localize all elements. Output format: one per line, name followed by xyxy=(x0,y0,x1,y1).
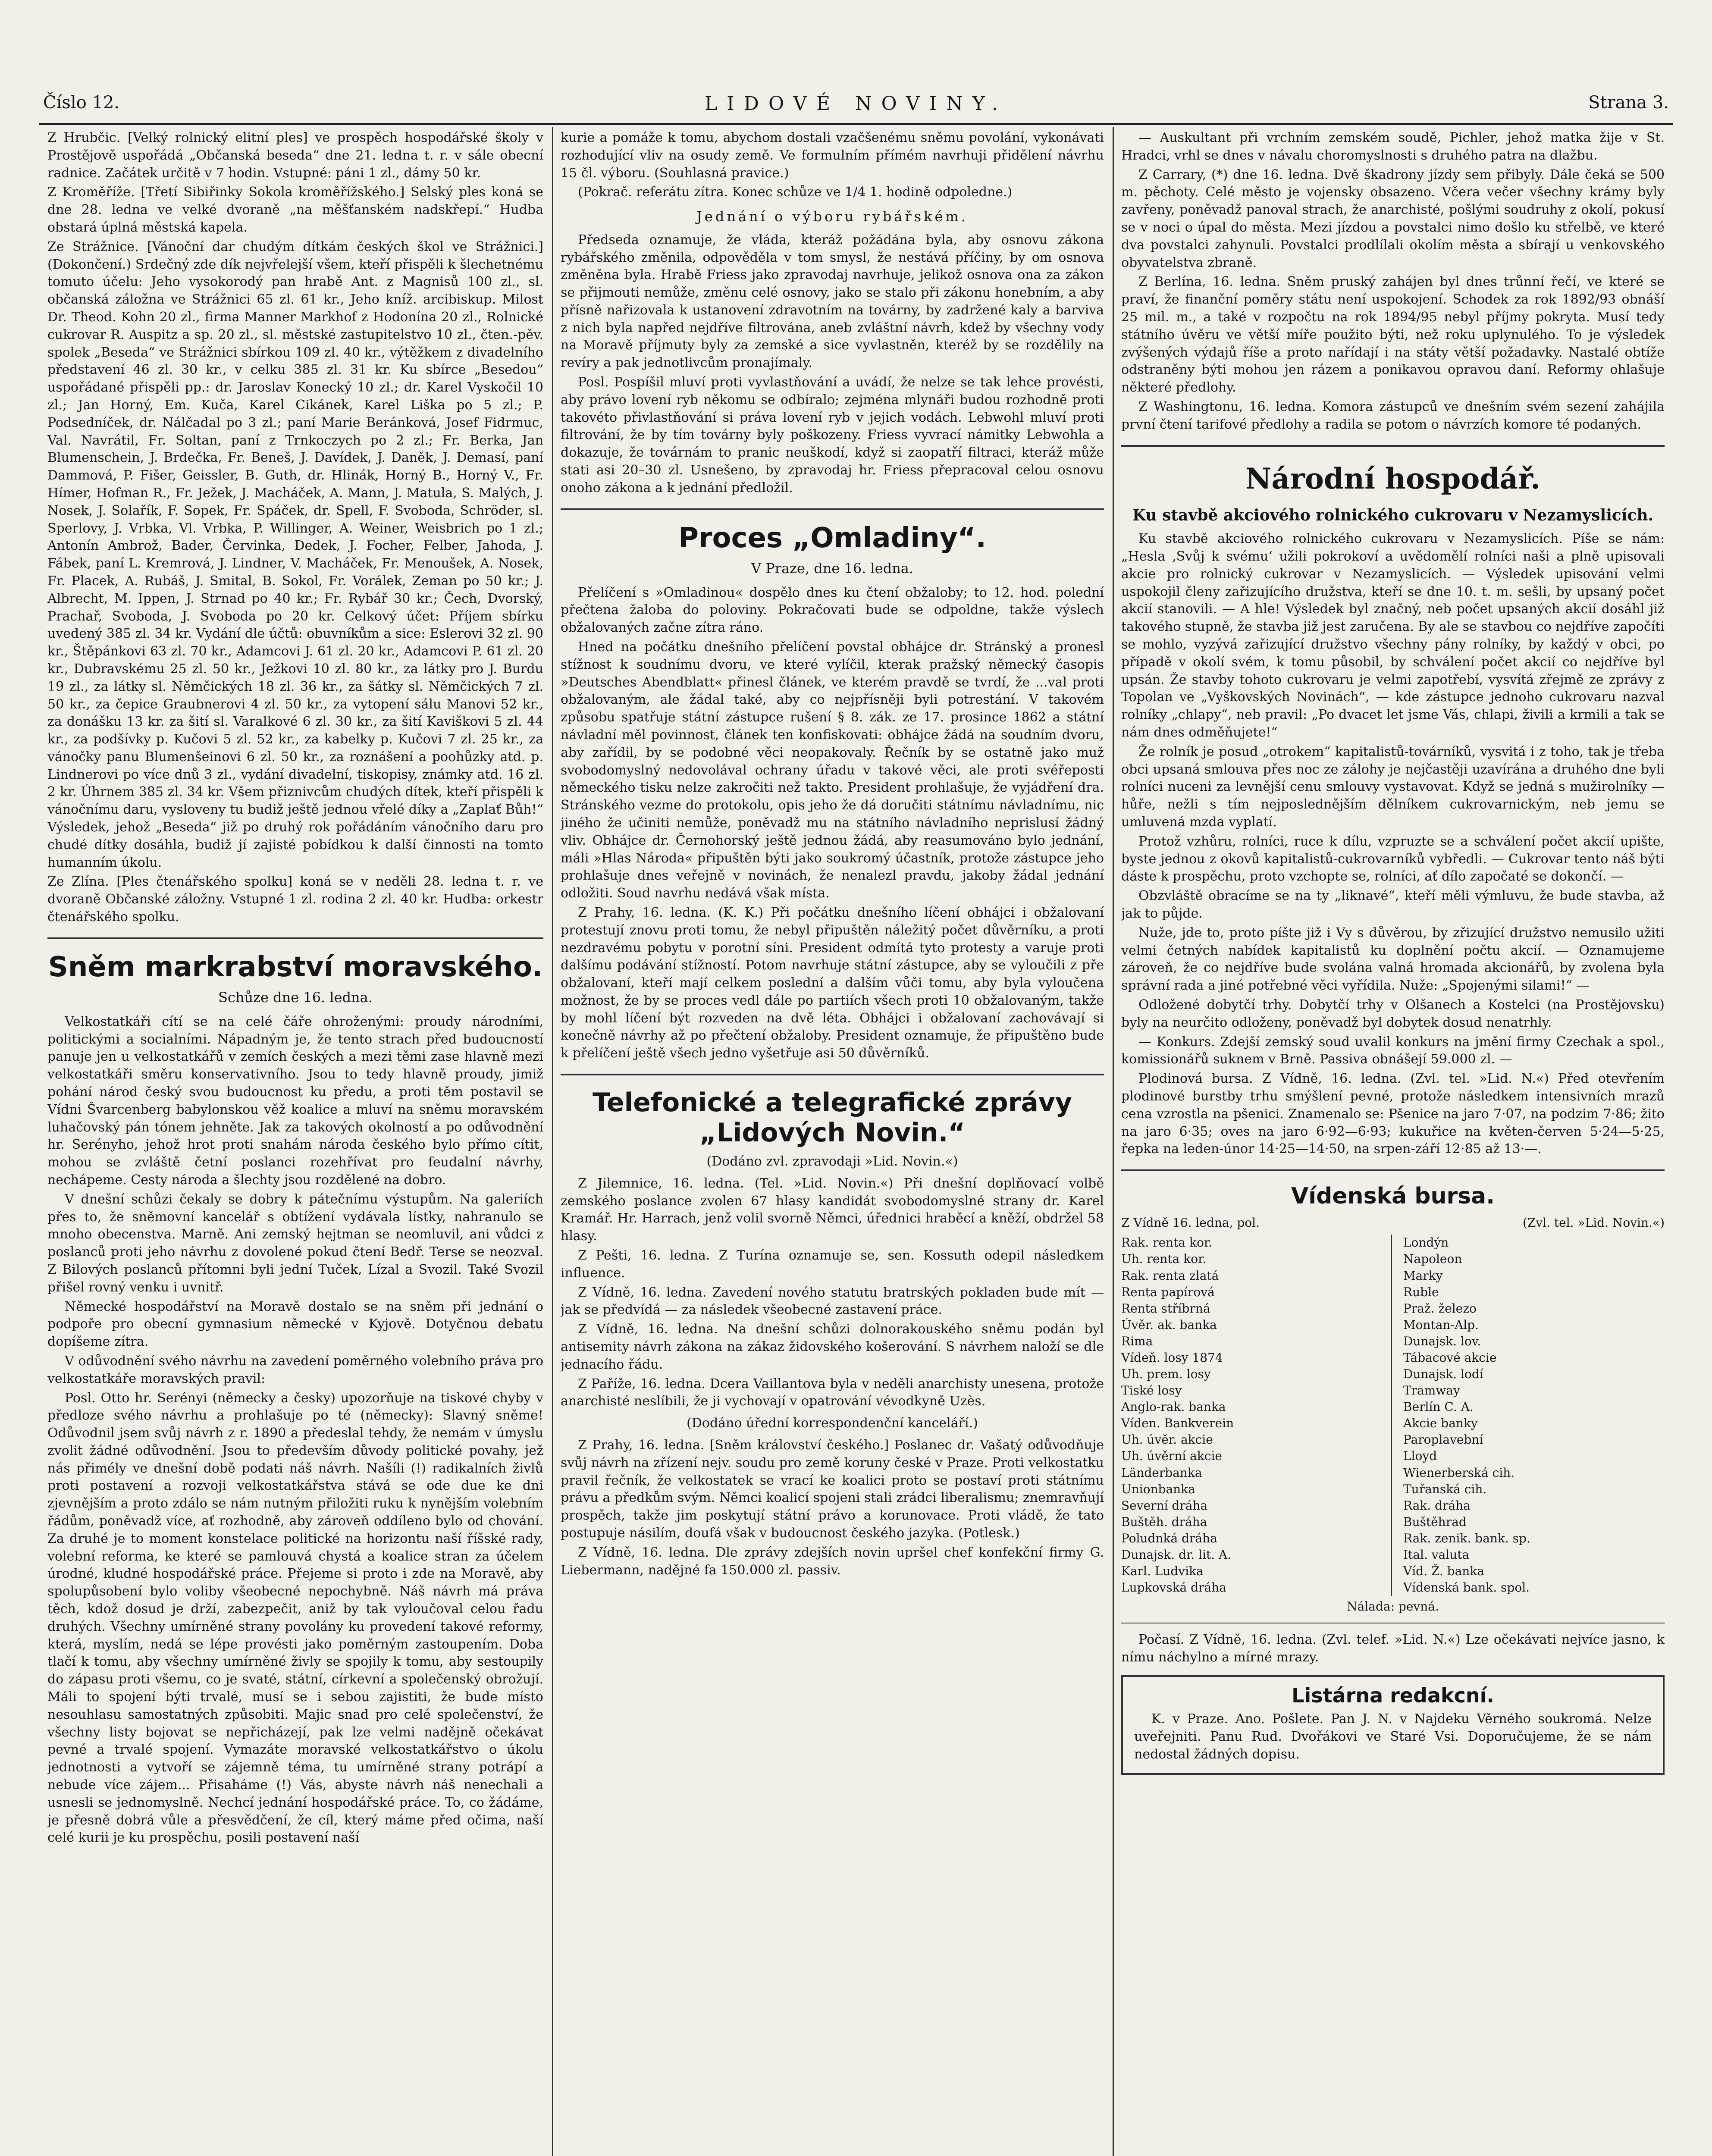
article-snem-note: (Pokrač. referátu zítra. Konec schůze ve 1/4 1. hodině odpoledne.) xyxy=(578,185,1013,200)
newspaper-title: LIDOVÉ NOVINY. xyxy=(705,93,1007,115)
bursa-row: Unionbanka xyxy=(1121,1482,1195,1496)
bursa-header xyxy=(1121,1215,1665,1231)
listarna-title: Listárna redakcní. xyxy=(1292,1683,1494,1707)
section-title-telegrams-2: „Lidových Novin.“ xyxy=(699,1118,965,1148)
listarna-text: K. v Praze. Ano. Pošlete. Pan J. N. v Najdeku Věrného soukromá. Nelze uveřejniti. Panu Rud. Dvořákovi ve Staré Vsi. Doporučujeme, že se nám nedostal žádných dopisu. xyxy=(1134,1711,1652,1762)
bursa-row: Lloyd xyxy=(1403,1449,1437,1463)
section-title-snem: Sněm markrabství moravského. xyxy=(48,951,543,983)
bursa-row: Tiské losy xyxy=(1121,1383,1182,1398)
listarna-box xyxy=(1121,1675,1665,1775)
bursa-row: Dunajsk. lodí xyxy=(1403,1367,1483,1382)
article-snem-paragraph: Německé hospodářství na Moravě dostalo se na sněm při jednání o podpoře pro obecní gymnasium německé v Kyjově. Dotyčnou debatu dopíšeme zítra. xyxy=(47,1299,543,1350)
bursa-row: Tramway xyxy=(1403,1383,1460,1398)
hospodar-heading: Ku stavbě akciového rolnického cukrovaru v Nezamyslicích. xyxy=(1132,506,1654,525)
article-snem-continuation: kurie a pomáže k tomu, abychom dostali vzačšenému sněmu povolání, vykonávati rozhodující vliv na osudy země. Ve formulním přímém navrhuji přidělení návrhu 15 čl. výboru. (Souhlasná pravice.) xyxy=(561,130,1104,181)
bursa-row: Londýn xyxy=(1403,1235,1449,1250)
hospodar-paragraph: Plodinová bursa. Z Vídně, 16. ledna. (Zvl. tel. »Lid. N.«) Před otevřením plodinové burstby trhu smýšlení pevné, protože následkem intensivních mrazů cena vzrostla na pšenici. Znamenalo se: Pšenice na jaro 7·07, na podzim 7·86; žito na jaro 6·35; oves na jaro 6·92—6·93; kukuřice na květen-červen 5·24—5·25, řepka na leden-únor 14·25—14·50, na srpen-září 12·85 až 13·—. xyxy=(1121,1071,1665,1157)
bursa-row: Uh. prem. losy xyxy=(1121,1367,1211,1382)
bursa-row: Rak. dráha xyxy=(1403,1498,1471,1513)
bursa-row: Napoleon xyxy=(1403,1252,1462,1266)
article-berlin: Z Berlína, 16. ledna. Sněm pruský zahájen byl dnes trůnní řečí, ve které se praví, že finanční poměry státu není uspokojení. Schodek za rok 1892/93 obnáší 25 mil. m., a také v rozpočtu na rok 1894/95 nebyl příjmy pokryta. Musí tedy státního úvěru ve větší míře použito býti, než roku uplynulého. To je výsledek zvýšených výdajů říše a proto nařídají i na státy větší požadavky. Nastalé obtíže odstraněny býti mohou jen rázem a ponikavou opravou daní. Reformy ohlašuje některé předlohy. xyxy=(1121,274,1665,395)
bursa-row: Länderbanka xyxy=(1121,1465,1202,1480)
hospodar-paragraph: Protož vzhůru, rolníci, ruce k dílu, vzpruzte se a schválení počet akcií upište, byste jednou z okovů kapitalistů-cukrovarníků vybředli. — Cukrovar tento náš býti dáste k prospěchu, proto vzchopte se, rolníci, ať dílo započaté se dokončí. — xyxy=(1121,834,1665,884)
bursa-mood: Nálada: pevná. xyxy=(1347,1599,1439,1614)
telegram-item: Z Prahy, 16. ledna. [Sněm království českého.] Poslanec dr. Vašatý odůvodňuje svůj návrh na zřízení nejv. soudu pro země koruny české v Praze. Proti velkostatku pravil řečník, že velkostatek se vrací ke koalici proto se postaví proti státnímu právu a předkům svým. Němci koalicí spojeni stali zrádci liberalismu; znemravňují prospěch, takže jim poskytují státní právo a korunovace. Proti vládě, že tato postupuje násilím, doufá však v budoucnost českého jazyka. (Potlesk.) xyxy=(561,1438,1104,1541)
article-straznice: Ze Strážnice. [Vánoční dar chudým dítkám českých škol ve Strážnici.] (Dokončení.) Srdečný zde dík nejvřelejší všem, kteří přispěli k šlechetnému tomuto účelu: Jeho vysokorodý pan hrabě Ant. z Magnisů 100 zl., sl. občanská záložna ve Strážnici 65 zl. 61 kr., Jeho kníž. arcibiskup. Milost Dr. Theod. Kohn 20 zl., firma Manner Markhof z Hodonína 20 zl., Rolnické cukrovar R. Auspitz a sp. 20 zl., sl. městské zastupitelstvo 10 zl., čten.-pěv. spolek „Beseda“ ve Strážnici sbírkou 109 zl. 40 kr., výtěžkem z divadelního představení 46 zl. 30 kr., v celku 385 zl. 31 kr. Ku sbírce „Besedou“ uspořádané přispěli pp.: dr. Jaroslav Konecký 10 zl.; dr. Karel Vyskočil 10 zl.; Jan Horný, Em. Kuča, Karel Cikánek, Karel Liška po 5 zl.; P. Podsedníček, dr. Nálčadal po 3 zl.; paní Marie Beránková, Josef Fidrmuc, Val. Navrátil, Fr. Soltan, paní z Trnkoczych po 2 zl.; Fr. Berka, Jan Blumenschein, J. Brdečka, Fr. Beneš, J. Davídek, J. Daněk, J. Demasí, paní Dammová, P. Fišer, Geissler, B. Guth, dr. Hlinák, Horný B., Horný V., Fr. Hímer, Hofman R., Fr. Ježek, J. Macháček, A. Mann, J. Matula, S. Malých, J. Nosek, J. Solařík, F. Sopek, Fr. Spáček, dr. Spell, F. Svoboda, Schröder, sl. Sperlovy, J. Vrbka, Vl. Vrbka, P. Willinger, A. Weiner, Weisbrich po 1 zl.; Antonín Ambrož, Bader, Červinka, Dedek, J. Focher, Felber, Jahoda, J. Fábek, paní L. Kremrová, J. Lindner, V. Macháček, Fr. Menoušek, A. Nosek, Fr. Placek, A. Rubáš, J. Smital, B. Sokol, Fr. Vorálek, Zeman po 50 kr.; J. Albrecht, M. Ippen, J. Strnad po 40 kr.; Fr. Rybář 30 kr.; Čech, Dvorský, Prachař, Svoboda, J. Svoboda po 20 kr. Celkový účet: Příjem sbírku uvedený 385 zl. 34 kr. Vydání dle účtů: obuvníkům a sice: Eslerovi 32 zl. 90 kr., Štěpánkovi 63 zl. 70 kr., Adamcovi J. 61 zl. 20 kr., Adamcovi P. 61 zl. 20 kr., Dubravskému 25 zl. 50 kr., Ježkovi 10 zl. 80 kr., za látky pro J. Burdu 19 zl., za látky sl. Němčických 18 zl. 36 kr., za šátky sl. Němčických 7 zl. 50 kr., za čepice Graubnerovi 4 zl. 50 kr., za vytopení sálu Manovi 52 kr., za donášku 13 kr. za šití sl. Varalkové 6 zl. 30 kr., za šití Kaviškovi 5 zl. 44 kr., za podšívky p. Kučovi 5 zl. 52 kr., za kabelky p. Kučovi 7 zl. 25 kr., za vánočky panu Blumenšeinovi 6 zl. 50 kr., za roznášení a poohůzky atd. p. Lindnerovi po více dnů 3 zl., vydání divadelní, tiskopisy, známky atd. 16 zl. 2 kr. Úhrnem 385 zl. 34 kr. Všem přiznivcům chudých dítek, kteří přispěli k vánočnímu daru, vysloveny tu budiž ještě jednou vřelé díky a „Zaplať Bůh!“ Výsledek, jehož „Beseda“ již po druhý rok pořádáním vánočního daru pro chudé dítky dosáhla, budiž jí zajisté pobídkou k další činnosti na tomto humanním úkolu. xyxy=(47,239,543,870)
telegram-item: Z Vídně, 16. ledna. Dle zprávy zdejších novin upršel chef konfekční firmy G. Liebermann, nadějné fa 150.000 zl. passiv. xyxy=(561,1545,1104,1578)
divider xyxy=(1121,1169,1665,1171)
bursa-row: Buštěhrad xyxy=(1403,1514,1467,1529)
hospodar-paragraph: — Konkurs. Zdejší zemský soud uvalil konkurs na jmění firmy Czechak a spol., komissionářů suknem v Brně. Passiva obnášejí 59.000 zl. — xyxy=(1121,1034,1665,1067)
divider xyxy=(1121,445,1665,447)
article-pichler: — Auskultant při vrchním zemském soudě, Pichler, jehož matka žije v St. Hradci, vrhl se dnes v návalu choromyslnosti s druhého patra na dlažbu. xyxy=(1121,130,1665,163)
bursa-row: Berlín C. A. xyxy=(1403,1400,1474,1414)
bursa-row: Akcie banky xyxy=(1403,1416,1478,1431)
subsection-title-rybar: Jednání o výboru rybářském. xyxy=(696,208,968,225)
article-snem-paragraph: V odůvodnění svého návrhu na zavedení poměrného volebního práva pro velkostatkáře moravských pravil: xyxy=(47,1353,543,1386)
bursa-header-left: Z Vídně 16. ledna, pol. xyxy=(1121,1216,1260,1230)
article-omladina-paragraph: Z Prahy, 16. ledna. (K. K.) Při počátku dnešního líčení obhájci i obžalovaní protestují znovu proti tomu, že nebyl připuštěn náležitý počet důvěrníku, a proti nezdravému pobytu v porotní síni. President odmítá tyto protesty a varuje proti dalšímu podávání stížností. Potom navrhuje státní zástupce, aby se vyloučili z pře obžalovaní, kteří mají celkem poslední a dalším vůči tomu, aby byla vyloučena možnost, že by se proces vedl dále po partiích všech proti 10 obžalovaným, takže by mohl líčení být rozveden na dvě léta. Obhájci i obžalovaní zachovávají si konečně návrhy až po přečtení obžaloby. President oznamuje, že připuštěno bude k přelíčení ještě všech jedno vyšetřuje asi 50 důvěrníků. xyxy=(561,905,1104,1061)
column-2 xyxy=(561,129,1104,2156)
bursa-row: Rak. renta kor. xyxy=(1121,1235,1213,1250)
article-omladina-paragraph: Hned na počátku dnešního přelíčení povstal obhájce dr. Stránský a pronesl stížnost k soudnímu dvoru, ve které vylíčil, kterak pražský německý časopis »Deutsches Abendblatt« přinesl článek, ve kterém pravdě se tvrdí, že ...val proti obžalovaným, ale žádal také, aby co nejpřísněji byli potrestání. V takovém způsobu spatřuje státní zástupce rušení § 8. zák. ze 17. prosince 1862 a státní návladní měl povinnost, článek ten konfiskovati: obhájce žádá na soudním dvoru, aby zařídil, by se podobné věci neopakovaly. Řečník by se ostatně jako muž svobodomyslný nedovolával ochrany úřadu v takové věci, ale proti svéřeposti německého tisku nelze zakročiti než takto. President prohlašuje, že vyjádření dra. Stránského vezme do protokolu, opis jeho že dá doručiti státnímu návladnímu, nic jiného že učiniti nemůže, poněvadž mu na státního návladního neprislusí žádný vliv. Obhájce dr. Černohorský ještě jednou žádá, aby reasumováno bylo jednání, máli »Hlas Národa« připuštěn býti jako soukromý účastník, protože zástupce jeho prohlašuje dnes veřejně v novinách, že nenalezl pravdu, jakoby žádal jednání odložiti. Soud navrhu nedává však místa. xyxy=(561,639,1104,901)
article-rybar-paragraph: Posl. Pospíšil mluví proti vyvlastňování a uvádí, že nelze se tak lehce provésti, aby právo lovení ryb někomu se odbíralo; zejména mlynáři budou rozhodně proti takovéto přivlastňování si práva lovení ryb v jejich vodách. Lebwohl mluví proti filtrování, že by tím továrny byly poškozeny. Friess vyvrací námitky Lebwohla a dokazuje, že továrnám to pranic neuškodí, když si zaopatří filtraci, kteráž může stati asi 20–30 zl. Usnešeno, by zpravodaj hr. Friess přepracoval celou osnovu onoho zákona a k jednání předložil. xyxy=(561,375,1104,495)
bursa-row: Ruble xyxy=(1403,1285,1439,1299)
column-divider-1 xyxy=(552,127,553,2156)
bursa-table xyxy=(1121,1215,1665,1615)
bursa-row: Anglo-rak. banka xyxy=(1121,1400,1226,1414)
hospodar-paragraph: Že rolník je posud „otrokem“ kapitalistů-továrníků, vysvitá i z toho, tak je třeba obci upsaná smlouva přes noc ze zálohy je nejčastěji uzavírána a druhého dne byli rolníci nuceni za levnější cenu smlouvy vystavovat. Když se jedná s mužirolníky — hůře, nežli s tím nejposlednějším dělníkem cukrovarnickým, neb jemu se umluvená mzda vyplatí. xyxy=(1121,744,1665,830)
bursa-row: Paroplavební xyxy=(1403,1432,1483,1447)
telegram-item: Z Vídně, 16. ledna. Na dnešní schůzi dolnorakouského sněmu podán byl antisemity návrh zákona na zákaz židovského košerování. S návrhem naloží se dle jednacího řádu. xyxy=(561,1322,1104,1372)
bursa-row: Wienerberská cih. xyxy=(1403,1465,1515,1480)
article-rybar-paragraph: Předseda oznamuje, že vláda, kteráž požádána byla, aby osnovu zákona rybářského změnila, odpověděla v tom smysl, že nestává příčiny, by om osnova změněna byla. Hrabě Friess jako zpravodaj navrhuje, jelikož osnova ona za zákon se přijmouti nemůže, změnu celé osnovy, jako se stalo při zákonu honebním, a aby přísně nařizovala k ustanovení zdravotním na továrny, by zadržené kaly a barviva z nich byla napřed nejdříve filtrována, aneb zvláštní návrh, kdež by všechny vody na Moravě příjmuty byly za zemské a sice vyvlastněn, kteréž by se rozdělily na revíry a pak jednotlivcům pronajímaly. xyxy=(561,232,1104,371)
bursa-row: Renta stříbrná xyxy=(1121,1301,1210,1316)
hospodar-paragraph: Obzvláště obracíme se na ty „liknavé“, kteří měli výmluvu, že bude stavba, až jak to půjde. xyxy=(1121,888,1665,921)
bursa-row: Praž. železo xyxy=(1403,1301,1477,1316)
bursa-row: Uh. úvěrní akcie xyxy=(1121,1449,1222,1463)
telegram-item: Z Jilemnice, 16. ledna. (Tel. »Lid. Novin.«) Při dnešní doplňovací volbě zemského poslance zvolen 67 hlasy kandidát svobodomyslné strany dr. Karel Kramář. Hr. Harrach, jenž volil svorně Němci, úřednici hraběcí a kněží, obdržel 58 hlasy. xyxy=(561,1175,1104,1244)
bursa-row: Víd. Ž. banka xyxy=(1403,1564,1484,1578)
masthead-rule xyxy=(39,123,1673,125)
bursa-row: Rak. renta zlatá xyxy=(1121,1268,1219,1283)
dateline-omladina: V Praze, dne 16. ledna. xyxy=(751,560,914,577)
bursa-row: Severní dráha xyxy=(1121,1498,1208,1513)
bursa-row: Tábacové akcie xyxy=(1403,1350,1497,1365)
bursa-row: Marky xyxy=(1403,1268,1443,1283)
bursa-row: Víden. Bankverein xyxy=(1121,1416,1234,1431)
section-title-bursa: Vídenská bursa. xyxy=(1291,1183,1495,1210)
bursa-left-column xyxy=(1121,1235,1392,1596)
article-snem-paragraph: V dnešní schůzi čekaly se dobry k pátečnímu výstupům. Na galeriích přes to, že sněmovní kancelář s obtížení vydávala lístky, nahranulo se mnoho obecenstva. Marně. Ani zemský hejtman se neomluvil, ani vůdci z poslanců proti jeho návrhu z dovolené pokud čtení Bedř. Terse se neozval. Z Bilových poslanců přítomni byli jední Tuček, Lízal a Svozil. Také Svozil přišel rovný venku i uvnitř. xyxy=(47,1191,543,1295)
article-snem-paragraph: Posl. Otto hr. Serényi (německy a česky) upozorňuje na tiskové chyby v předloze svého návrhu a prohlašuje po té (německy): Slavný sněme! Odůvodnil jsem svůj návrh z r. 1890 a předeslal tehdy, že nemám v úmyslu zvolit žádné odůvodnění. Jsou to především důvody politické povahy, jež nás přimély ve dnešní době podati náš návrh. Našíli (!) radikalních živlů proti postavení a rozvoji velkostatkářstva stává se ode due ke dni zjevnějším a proto zdálo se nám nutným přiložiti ruku k nynějším volebním řádům, poněvadž více, ať rozhodně, aby zároveň oddíleno bylo od chování. Za druhé je to moment konstelace politické na horizontu naší říšské rady, volební reforma, ke které se pamlouvá chystá a koalice stran za účelem úrodné, kludné hospodářské práce. Přejeme si proto i zde na Moravě, aby spolupůsobení bylo voliby všeobecné nepochybně. Náš návrh má práva těch, kdož dosud je drží, zabezpečit, aniž by tak vyloučoval celou řadu druhých. Všechny umírněné strany povolány ku provedení takové reformy, která, myslím, nedá se lépe provésti jako poměrným zastoupením. Doba tlačí k tomu, aby všechny umírněné živly se spojily k tomu, aby sestoupily do zápasu proti všemu, co je svaté, státní, církevní a společenský obrožují. Máli to spojení býti trvalé, musí se i sebou zajistiti, že bude místo nesouhlasu samostatných způsobiti. Majic snad pro celé společenství, že všechny listy bojovat se nepřicházejí, pak lze velmi nadějně očekávat pevné a trvalé spojení. Vymazáte moravské velkostatkářstvo o úkolu jednotnosti a vytvoří se zájemně téma, tu umírněné strany potrápí a nebude více zájem... Přisaháme (!) Vás, abyste návrh náš nenechali a usnesli se jednomyslně. Nechcí jednání hospodářské práce. To, co žádáme, je přesně dobrá vůle a přesvědčení, že cíl, který máme před očima, naší celé kurii je ku prospěchu, posili postavení naší xyxy=(47,1390,543,1846)
column-1 xyxy=(47,129,543,2156)
article-carrara: Z Carrary, (*) dne 16. ledna. Dvě škadrony jízdy sem přibyly. Dále čeká se 500 m. pěchoty. Celé město je vojensky obsazeno. Včera večer všechny krámy byly zavřeny, poněvadž panoval strach, že anarchisté, pošlými soudruhy z okolí, pokusí se v noci o úpal do města. Mezi jízdou a povstalci nimo došlo ku střelbě, ve které dva povstalci zahynuli. Povstalci prodlílali okolím města a sbírají u venkovského obyvatelstva zbraně. xyxy=(1121,167,1665,270)
column-3 xyxy=(1121,129,1665,2156)
hospodar-paragraph: Ku stavbě akciového rolnického cukrovaru v Nezamyslicích. Píše se nám: „Hesla ‚Svůj k svému‘ užili pokrokoví a uvědomělí rolníci naši a plně upisovali akcie pro rolnický cukrovar v Nezamyslicích. — Výsledek upisování velmi uspokojil členy zařizujícího družstva, kteří se dne 10. t. m. sešli, by upsaný počet akcií stanovili. — A hle! Výsledek byl značný, neb počet upsaných akcií dosáhl již takového stupně, že stavba již jest zaručena. By ale se stavbou co nejdříve započíti se mohlo, vyzývá zařizující družstvo všechny pány rolníky, by každý v obci, po případě v okolí svém, k tomu působil, by schválení počet akcií co nejdříve byl upsán. Že stavby tohoto cukrovaru je velmi zapotřebí, vysvítá zřejmě ze zprávy z Topolan ve „Vyškovských Novinách“, — kde zástupce jednoho cukrovaru nazval rolníky „chlapy“, neb pravil: „Po dvacet let jsme Vás, chlapi, živili a krmili a tak se nám dnes odměňujete!“ xyxy=(1121,531,1665,740)
bursa-row: Uh. renta kor. xyxy=(1121,1252,1207,1266)
weather-report: Počasí. Z Vídně, 16. ledna. (Zvl. telef. »Lid. N.«) Lze očekávati nejvíce jasno, k nímu náchylno a mírné mrazy. xyxy=(1121,1632,1665,1665)
telegram-item: Z Vídně, 16. ledna. Zavedení nového statutu bratrských pokladen bude mít — jak se předvídá — za následek všeobecné zastavení práce. xyxy=(561,1285,1104,1318)
bursa-row: Úvěr. ak. banka xyxy=(1121,1317,1217,1332)
bursa-row: Buštěh. dráha xyxy=(1121,1514,1207,1529)
page-number: Strana 3. xyxy=(1588,93,1669,113)
column-divider-2 xyxy=(1113,127,1114,2156)
bursa-row: Renta papírová xyxy=(1121,1285,1215,1299)
bursa-right-column xyxy=(1403,1235,1665,1596)
bursa-row: Uh. úvěr. akcie xyxy=(1121,1432,1213,1447)
bursa-row: Dunajsk. dr. lit. A. xyxy=(1121,1547,1232,1562)
article-snem-paragraph: Velkostatkáři cítí se na celé čáře ohroženými: proudy národními, politickými a socialními. Nápadným je, že tento strach před budoucností panuje jen u velkostatkářů v zemích českých a mezi těmi zase hlavně mezi velkostatkáři směru konservativního. Jsou to tedy hlavně proudy, jimiž pohání národ český svou budoucnost ku předu, a proti těm postavil se Vídni Švarcenberg babylonskou věž koalice a mluví na sněmu moravském luhačovský pán tónem jehněte. Jak za takových okolností a po odůvodnění hr. Serényho, jehož hrot proti snahám národa českého bylo přímo cítit, mohou se zvláště četní poslanci rozehřívat pro feudalní návrhy, nechápeme. Cesty národa a šlechty jsou rozdělené na dobro. xyxy=(47,1014,543,1188)
bursa-row: Tuřanská cih. xyxy=(1403,1482,1487,1496)
bursa-row: Rima xyxy=(1121,1334,1153,1348)
section-subtitle-snem: Schůze dne 16. ledna. xyxy=(218,989,373,1006)
bursa-row: Vídeň. losy 1874 xyxy=(1121,1350,1223,1365)
telegram-item: Z Pešti, 16. ledna. Z Turína oznamuje se, sen. Kossuth odepil následkem influence. xyxy=(561,1248,1104,1281)
article-kromeriz: Z Kroměříže. [Třetí Sibiřinky Sokola kroměřížského.] Selský ples koná se dne 28. ledna ve velké dvoraně „na měšťanském nadskřepí.“ Hudba obstará úplná městská kapela. xyxy=(47,185,543,235)
hospodar-paragraph: Nuže, jde to, proto píšte již i Vy s důvěrou, by zřizující družstvo nemusilo užiti velmi četných nabídek kapitalistů ku doplnění počtu akcií. — Oznamujeme zároveň, že co nejdříve bude svolána valná hromada akcionářů, by zvolena byla správní rada a jiné potřebné věci vyřídila. Nuže: „Spojenými silami!“ — xyxy=(1121,925,1665,993)
bursa-row: Rak. zenik. bank. sp. xyxy=(1403,1531,1530,1545)
telegrams-source-note: (Dodáno zvl. zpravodaji »Lid. Novin.«) xyxy=(706,1154,958,1169)
section-title-hospodar: Národní hospodář. xyxy=(1245,461,1540,495)
article-zlin: Ze Zlína. [Ples čtenářského spolku] koná se v neděli 28. ledna t. r. ve dvoraně Občanské záložny. Vstupné 1 zl. rodina 2 zl. 40 kr. Hudba: orkestr čtenářského spolku. xyxy=(47,874,543,925)
hospodar-paragraph: Odložené dobytčí trhy. Dobytčí trhy v Olšanech a Kostelci (na Prostějovsku) byly na neurčito odloženy, poněvadž byl dobytek dosud nenatrhly. xyxy=(1121,997,1665,1030)
article-hrubcice: Z Hrubčic. [Velký rolnický elitní ples] ve prospěch hospodářské školy v Prostějově uspořádá „Občanská beseda“ dne 21. ledna t. r. v sále obecní radnice. Začátek určitě v 7 hodin. Vstupné: páni 1 zl., dámy 50 kr. xyxy=(47,130,543,181)
bursa-row: Montan-Alp. xyxy=(1403,1317,1479,1332)
bursa-row: Ital. valuta xyxy=(1403,1547,1470,1562)
divider xyxy=(47,937,543,939)
bursa-row: Karl. Ludvika xyxy=(1121,1564,1204,1578)
bursa-row: Vídenská bank. spol. xyxy=(1403,1580,1530,1595)
telegram-item: Z Paříže, 16. ledna. Dcera Vaillantova byla v neděli anarchisty unesena, protože anarchisté neslíbili, že ji vychovají v opatrování vévodkyně Uzès. xyxy=(561,1376,1104,1409)
article-omladina-paragraph: Přelíčení s »Omladinou« dospělo dnes ku čtení obžaloby; to 12. hod. polední přečtena žaloba do poloviny. Pokračovati bude se odpoldne, takže výslech obžalovaných začne zítra ráno. xyxy=(561,585,1104,636)
bursa-row: Poludnká dráha xyxy=(1121,1531,1217,1545)
section-title-omladina: Proces „Omladiny“. xyxy=(678,522,986,554)
article-washington: Z Washingtonu, 16. ledna. Komora zástupců ve dnešním svém sezení zahájila první čtení tarifové předlohy a radila se potom o návrzích komore té podaných. xyxy=(1121,399,1665,432)
divider xyxy=(561,508,1104,510)
section-title-telegrams: Telefonické a telegrafické zprávy xyxy=(592,1087,1072,1118)
bursa-row: Lupkovská dráha xyxy=(1121,1580,1226,1595)
bursa-columns xyxy=(1121,1235,1665,1596)
divider xyxy=(561,1074,1104,1075)
issue-number: Číslo 12. xyxy=(43,93,120,113)
bursa-row: Dunajsk. lov. xyxy=(1403,1334,1481,1348)
bursa-header-right: (Zvl. tel. »Lid. Novin.«) xyxy=(1522,1216,1665,1230)
official-source-note: (Dodáno úřední korrespondenční kanceláří.) xyxy=(687,1416,978,1431)
